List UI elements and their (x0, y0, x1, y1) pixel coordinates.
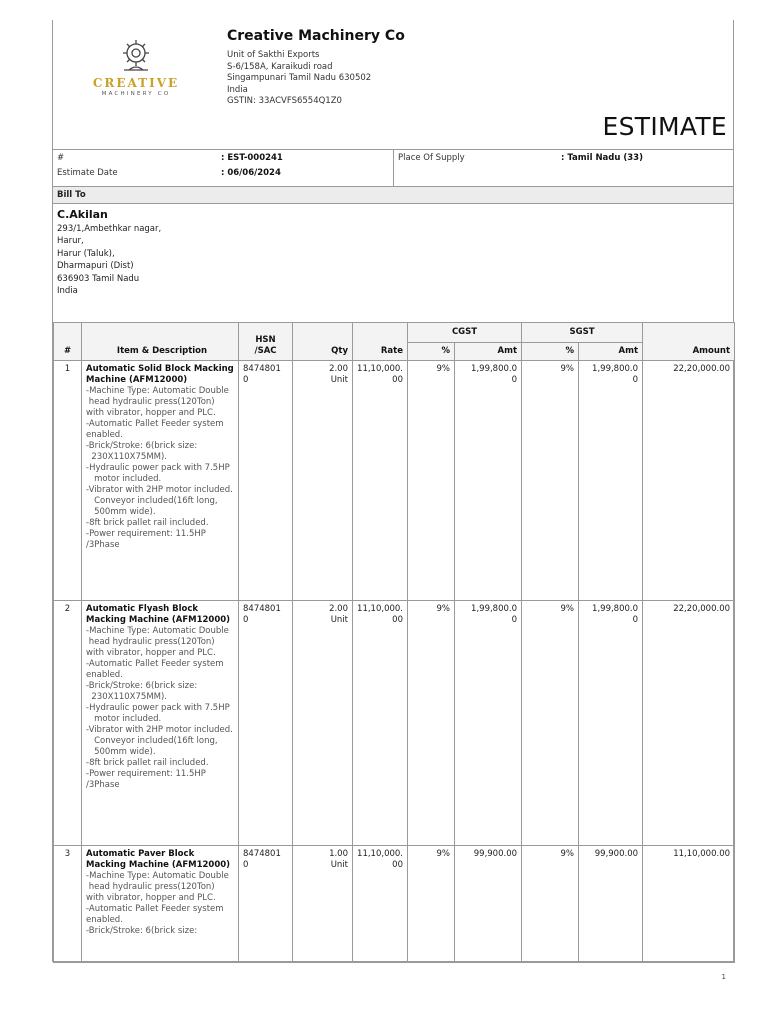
sgst-amt-cell: 1,99,800.0 0 (579, 361, 643, 601)
row-number: 1 (54, 361, 82, 601)
col-header-sgst-pct: % (522, 343, 579, 361)
gear-icon (116, 36, 156, 74)
place-of-supply-value: : Tamil Nadu (33) (561, 153, 643, 163)
cgst-pct-cell: 9% (408, 846, 455, 963)
cgst-amt-cell: 1,99,800.0 0 (455, 361, 522, 601)
bill-to-heading: Bill To (53, 187, 733, 204)
line-items-table (53, 322, 735, 963)
estimate-date-label: Estimate Date (57, 168, 118, 178)
qty-cell: 1.00 Unit (293, 846, 353, 963)
document-header (53, 20, 733, 149)
table-row (54, 361, 735, 601)
row-number: 3 (54, 846, 82, 963)
estimate-meta (53, 149, 733, 187)
sgst-amt-cell: 1,99,800.0 0 (579, 601, 643, 846)
page-number: 1 (721, 973, 726, 981)
document-title: ESTIMATE (602, 112, 727, 141)
rate-cell: 11,10,000. 00 (353, 846, 408, 963)
company-gstin: GSTIN: 33ACVFS6554Q1Z0 (227, 96, 342, 106)
col-header-hsn: HSN /SAC (239, 323, 293, 361)
estimate-sheet (52, 20, 734, 962)
company-info (227, 28, 587, 108)
customer-address-line: Harur, (57, 236, 84, 247)
col-header-cgst-pct: % (408, 343, 455, 361)
item-cell (82, 846, 239, 963)
col-header-qty: Qty (293, 323, 353, 361)
col-header-cgst: CGST (408, 323, 522, 343)
item-description: -Machine Type: Automatic Double head hydraulic press(120Ton) with vibrator, hopper and PLC. -Automatic Pallet Feeder system enabled. -Brick/Stroke: 6(brick size: 230X110X75MM). -Hydraulic power pack with 7.5HP motor included. -Vibrator with 2HP motor included. Conveyor included(16ft long, 500mm wide). -8ft brick pallet rail included. -Power requirement: 11.5HP /3Phase (86, 626, 233, 790)
place-of-supply-label: Place Of Supply (398, 153, 465, 163)
qty-cell: 2.00 Unit (293, 361, 353, 601)
company-address-line: India (227, 84, 248, 95)
col-header-sgst-amt: Amt (579, 343, 643, 361)
col-header-amount: Amount (643, 323, 735, 361)
cgst-amt-cell: 1,99,800.0 0 (455, 601, 522, 846)
amount-cell: 22,20,000.00 (643, 361, 735, 601)
customer-address-line: India (57, 286, 78, 297)
hsn-cell: 8474801 0 (239, 846, 293, 963)
amount-cell: 22,20,000.00 (643, 601, 735, 846)
company-logo (71, 36, 201, 126)
customer-address-line: 636903 Tamil Nadu (57, 273, 140, 284)
sgst-pct-cell: 9% (522, 601, 579, 846)
item-cell (82, 601, 239, 846)
item-description: -Machine Type: Automatic Double head hydraulic press(120Ton) with vibrator, hopper and PLC. -Automatic Pallet Feeder system enabled. -Brick/Stroke: 6(brick size: 230X110X75MM). -Hydraulic power pack with 7.5HP motor included. -Vibrator with 2HP motor included. Conveyor included(16ft long, 500mm wide). -8ft brick pallet rail included. -Power requirement: 11.5HP /3Phase (86, 386, 233, 550)
estimate-number-label: # (57, 153, 65, 163)
hsn-cell: 8474801 0 (239, 601, 293, 846)
item-title: Automatic Flyash Block Macking Machine (AFM12000) (86, 604, 231, 625)
sgst-pct-cell: 9% (522, 846, 579, 963)
col-header-rate: Rate (353, 323, 408, 361)
row-number: 2 (54, 601, 82, 846)
col-header-cgst-amt: Amt (455, 343, 522, 361)
cgst-pct-cell: 9% (408, 361, 455, 601)
company-address-line: Singampunari Tamil Nadu 630502 (227, 73, 372, 83)
logo-wordmark: CREATIVE (92, 76, 180, 90)
col-header-sgst: SGST (522, 323, 643, 343)
cgst-pct-cell: 9% (408, 601, 455, 846)
cgst-amt-cell: 99,900.00 (455, 846, 522, 963)
customer-address-line: Dharmapuri (Dist) (57, 261, 134, 272)
company-address-line: Unit of Sakthi Exports (227, 50, 320, 60)
company-name: Creative Machinery Co (227, 28, 405, 44)
estimate-number-value: : EST-000241 (221, 153, 283, 163)
amount-cell: 11,10,000.00 (643, 846, 735, 963)
item-title: Automatic Paver Block Macking Machine (AFM12000) (86, 849, 231, 870)
bill-to-address (57, 208, 457, 297)
item-title: Automatic Solid Block Macking Machine (AFM12000) (86, 364, 234, 385)
meta-divider (393, 150, 394, 187)
logo-subtitle: MACHINERY CO (101, 91, 171, 97)
rate-cell: 11,10,000. 00 (353, 361, 408, 601)
table-row (54, 846, 735, 963)
customer-address-line: Harur (Taluk), (57, 248, 115, 259)
qty-cell: 2.00 Unit (293, 601, 353, 846)
sgst-amt-cell: 99,900.00 (579, 846, 643, 963)
table-row (54, 601, 735, 846)
company-address-line: S-6/158A, Karaikudi road (227, 61, 333, 72)
item-cell (82, 361, 239, 601)
customer-address-line: 293/1,Ambethkar nagar, (57, 224, 162, 234)
sgst-pct-cell: 9% (522, 361, 579, 601)
customer-name: C.Akilan (57, 208, 108, 221)
col-header-num: # (54, 323, 82, 361)
item-description: -Machine Type: Automatic Double head hydraulic press(120Ton) with vibrator, hopper and PLC. -Automatic Pallet Feeder system enabled. -Brick/Stroke: 6(brick size: (86, 871, 229, 936)
rate-cell: 11,10,000. 00 (353, 601, 408, 846)
hsn-cell: 8474801 0 (239, 361, 293, 601)
col-header-item: Item & Description (82, 323, 239, 361)
estimate-date-value: : 06/06/2024 (221, 168, 281, 178)
